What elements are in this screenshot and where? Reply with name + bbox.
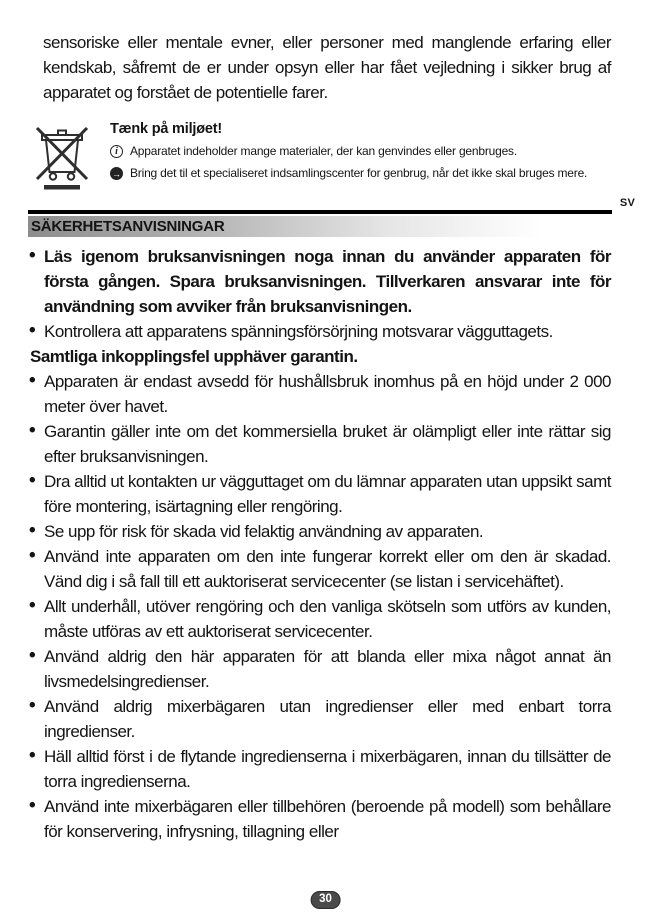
- info-circle-icon: i: [110, 145, 123, 158]
- paragraph-text: Använd inte mixerbägaren eller tillbehören (beroende på modell) som behållare för konservering, infrysning, tillagning eller: [44, 797, 611, 841]
- section-header: [28, 216, 612, 237]
- paragraph-text: Använd aldrig mixerbägaren utan ingredienser eller med enbart torra ingredienser.: [44, 697, 611, 741]
- bullet-icon: •: [29, 795, 36, 816]
- safety-paragraph: [30, 644, 611, 694]
- section-divider: [28, 210, 612, 214]
- environment-content: [110, 119, 611, 188]
- environment-item-text: Apparatet indeholder mange materialer, der kan genvindes eller genbruges.: [130, 144, 517, 158]
- paragraph-text: Dra alltid ut kontakten ur vägguttaget om du lämnar apparaten utan uppsikt samt före montering, isärtagning eller rengöring.: [44, 472, 611, 516]
- safety-paragraph: [30, 519, 611, 544]
- environment-item: [110, 144, 611, 159]
- environment-item-text: Bring det til et specialiseret indsamlingscenter for genbrug, når det ikke skal bruges mere.: [130, 166, 588, 180]
- environment-item: [110, 166, 611, 181]
- safety-paragraph: [30, 544, 611, 594]
- recycle-arrow-icon: →: [112, 168, 121, 179]
- paragraph-text: Kontrollera att apparatens spänningsförsörjning motsvarar vägguttagets.: [44, 322, 553, 341]
- page-number-badge: 30: [310, 891, 341, 909]
- bullet-icon: •: [29, 370, 36, 391]
- paragraph-text: Samtliga inkopplingsfel upphäver garantin.: [30, 347, 358, 366]
- safety-paragraph: [30, 419, 611, 469]
- paragraph-text: Använd aldrig den här apparaten för att blanda eller mixa något annat än livsmedelsingredienser.: [44, 647, 611, 691]
- safety-paragraph: [30, 794, 611, 844]
- environment-item-list: [110, 144, 611, 181]
- environment-title: Tænk på miljøet!: [110, 121, 223, 137]
- bullet-icon: •: [29, 470, 36, 491]
- paragraph-text: Häll alltid först i de flytande ingredienserna i mixerbägaren, innan du tillsätter de torra ingredienserna.: [44, 747, 611, 791]
- safety-paragraph: [30, 344, 611, 369]
- bullet-icon: •: [29, 645, 36, 666]
- safety-paragraph-list: [30, 244, 611, 844]
- paragraph-text: Apparaten är endast avsedd för hushållsbruk inomhus på en höjd under 2 000 meter över havet.: [44, 372, 611, 416]
- safety-paragraph: [30, 469, 611, 519]
- paragraph-text: Läs igenom bruksanvisningen noga innan du använder apparaten för första gången. Spara bruksanvisningen. Tillverkaren ansvarar inte för användning som avviker från bruksanvisningen.: [44, 247, 611, 316]
- safety-paragraph: [30, 244, 611, 319]
- safety-paragraph: [30, 319, 611, 344]
- paragraph-text: Använd inte apparaten om den inte fungerar korrekt eller om den är skadad. Vänd dig i så fall till ett auktoriserat servicecenter (se listan i servicehäftet).: [44, 547, 611, 591]
- paragraph-text: Allt underhåll, utöver rengöring och den vanliga skötseln som utförs av kunden, måste utföras av ett auktoriserat servicecenter.: [44, 597, 611, 641]
- safety-paragraph: [30, 744, 611, 794]
- paragraph-text: Se upp för risk för skada vid felaktig användning av apparaten.: [44, 522, 484, 541]
- section-title: SÄKERHETSANVISNINGAR: [31, 218, 225, 235]
- intro-paragraph: sensoriske eller mentale evner, eller personer med manglende erfaring eller kendskab, såfremt de er under opsyn eller har fået vejledning i sikker brug af apparatet og forstået de potentielle farer.: [43, 33, 611, 102]
- bullet-icon: •: [29, 320, 36, 341]
- bullet-icon: •: [29, 595, 36, 616]
- bullet-icon: •: [29, 695, 36, 716]
- language-tag: SV: [619, 197, 635, 209]
- bullet-icon: •: [29, 520, 36, 541]
- weee-crossed-out-bin-icon: [28, 119, 96, 193]
- safety-paragraph: [30, 594, 611, 644]
- bullet-icon: •: [29, 545, 36, 566]
- bullet-icon: •: [29, 420, 36, 441]
- environment-section: [28, 119, 611, 193]
- bullet-icon: •: [29, 745, 36, 766]
- safety-paragraph: [30, 369, 611, 419]
- safety-paragraph: [30, 694, 611, 744]
- bullet-icon: •: [29, 245, 36, 266]
- paragraph-text: Garantin gäller inte om det kommersiella bruket är olämpligt eller inte rättar sig efter bruksanvisningen.: [44, 422, 611, 466]
